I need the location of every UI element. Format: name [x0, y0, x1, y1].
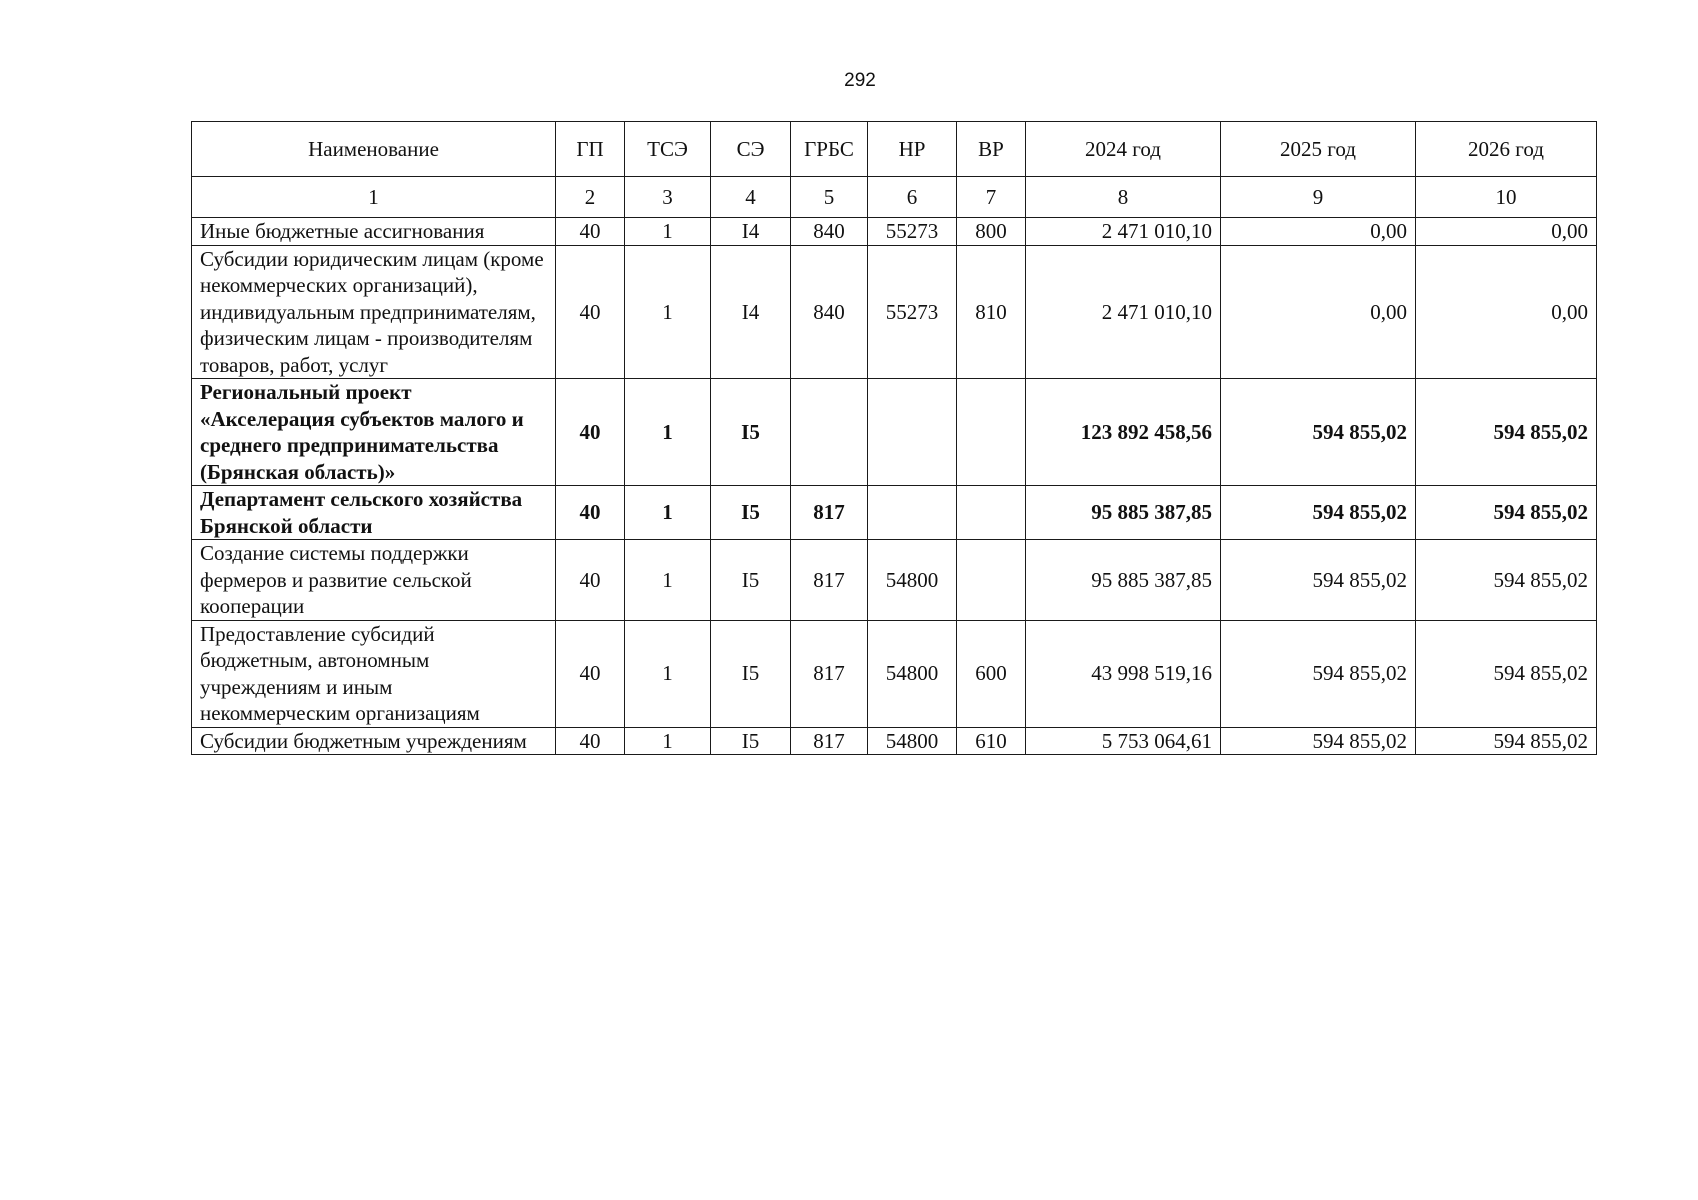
cell-nr: 54800: [868, 620, 957, 727]
cell-2025: 594 855,02: [1221, 379, 1416, 486]
cell-gp: 40: [556, 218, 625, 246]
table-row: [192, 620, 1597, 727]
header-vr: ВР: [957, 122, 1026, 177]
cell-se: I4: [711, 245, 791, 379]
column-number: 8: [1026, 177, 1221, 218]
cell-grbs: 840: [791, 218, 868, 246]
cell-tse: 1: [625, 540, 711, 621]
column-number: 2: [556, 177, 625, 218]
column-number: 7: [957, 177, 1026, 218]
cell-2025: 594 855,02: [1221, 540, 1416, 621]
column-number: 9: [1221, 177, 1416, 218]
budget-table: [191, 121, 1597, 755]
cell-grbs: [791, 379, 868, 486]
table-row: [192, 727, 1597, 755]
cell-name: Предоставление субсидий бюджетным, автономным учреждениям и иным некоммерческим организациям: [192, 620, 556, 727]
cell-2026: 594 855,02: [1416, 486, 1597, 540]
table-body: [192, 218, 1597, 755]
cell-tse: 1: [625, 218, 711, 246]
cell-grbs: 840: [791, 245, 868, 379]
cell-nr: 54800: [868, 727, 957, 755]
cell-vr: 810: [957, 245, 1026, 379]
cell-2025: 0,00: [1221, 218, 1416, 246]
cell-name: Региональный проект «Акселерация субъектов малого и среднего предпринимательства (Брянская область)»: [192, 379, 556, 486]
table-row: [192, 218, 1597, 246]
header-name: Наименование: [192, 122, 556, 177]
cell-2024: 123 892 458,56: [1026, 379, 1221, 486]
column-number: 3: [625, 177, 711, 218]
column-number: 1: [192, 177, 556, 218]
cell-vr: [957, 379, 1026, 486]
cell-2026: 0,00: [1416, 245, 1597, 379]
header-grbs: ГРБС: [791, 122, 868, 177]
cell-nr: 54800: [868, 540, 957, 621]
cell-2024: 43 998 519,16: [1026, 620, 1221, 727]
cell-grbs: 817: [791, 727, 868, 755]
cell-2025: 0,00: [1221, 245, 1416, 379]
cell-nr: 55273: [868, 245, 957, 379]
header-row: [192, 122, 1597, 177]
cell-2026: 594 855,02: [1416, 620, 1597, 727]
page-number: 292: [844, 70, 876, 91]
cell-2024: 5 753 064,61: [1026, 727, 1221, 755]
cell-gp: 40: [556, 379, 625, 486]
cell-vr: 600: [957, 620, 1026, 727]
cell-se: I5: [711, 486, 791, 540]
cell-se: I5: [711, 540, 791, 621]
cell-nr: [868, 379, 957, 486]
table-row: [192, 486, 1597, 540]
header-tse: ТСЭ: [625, 122, 711, 177]
column-number-row: [192, 177, 1597, 218]
cell-2026: 594 855,02: [1416, 727, 1597, 755]
header-nr: НР: [868, 122, 957, 177]
cell-2025: 594 855,02: [1221, 486, 1416, 540]
column-number: 6: [868, 177, 957, 218]
cell-grbs: 817: [791, 540, 868, 621]
cell-2026: 0,00: [1416, 218, 1597, 246]
cell-2024: 95 885 387,85: [1026, 486, 1221, 540]
cell-vr: [957, 486, 1026, 540]
cell-tse: 1: [625, 620, 711, 727]
cell-gp: 40: [556, 727, 625, 755]
cell-nr: 55273: [868, 218, 957, 246]
cell-2024: 2 471 010,10: [1026, 218, 1221, 246]
cell-gp: 40: [556, 620, 625, 727]
column-number: 4: [711, 177, 791, 218]
cell-grbs: 817: [791, 620, 868, 727]
cell-tse: 1: [625, 727, 711, 755]
cell-grbs: 817: [791, 486, 868, 540]
cell-2026: 594 855,02: [1416, 540, 1597, 621]
cell-gp: 40: [556, 486, 625, 540]
table-row: [192, 379, 1597, 486]
cell-2025: 594 855,02: [1221, 620, 1416, 727]
cell-name: Субсидии юридическим лицам (кроме некоммерческих организаций), индивидуальным предпринимателям, физическим лицам - производителям товаров, работ, услуг: [192, 245, 556, 379]
cell-tse: 1: [625, 245, 711, 379]
table-row: [192, 540, 1597, 621]
cell-vr: 610: [957, 727, 1026, 755]
header-gp: ГП: [556, 122, 625, 177]
cell-tse: 1: [625, 379, 711, 486]
header-2025: 2025 год: [1221, 122, 1416, 177]
cell-2026: 594 855,02: [1416, 379, 1597, 486]
column-number: 5: [791, 177, 868, 218]
cell-2024: 95 885 387,85: [1026, 540, 1221, 621]
column-number: 10: [1416, 177, 1597, 218]
cell-vr: 800: [957, 218, 1026, 246]
cell-se: I4: [711, 218, 791, 246]
cell-name: Департамент сельского хозяйства Брянской области: [192, 486, 556, 540]
cell-se: I5: [711, 379, 791, 486]
cell-gp: 40: [556, 540, 625, 621]
header-se: СЭ: [711, 122, 791, 177]
table-row: [192, 245, 1597, 379]
cell-gp: 40: [556, 245, 625, 379]
cell-name: Субсидии бюджетным учреждениям: [192, 727, 556, 755]
cell-vr: [957, 540, 1026, 621]
cell-2025: 594 855,02: [1221, 727, 1416, 755]
cell-nr: [868, 486, 957, 540]
cell-tse: 1: [625, 486, 711, 540]
cell-se: I5: [711, 727, 791, 755]
header-2026: 2026 год: [1416, 122, 1597, 177]
header-2024: 2024 год: [1026, 122, 1221, 177]
cell-2024: 2 471 010,10: [1026, 245, 1221, 379]
cell-se: I5: [711, 620, 791, 727]
cell-name: Создание системы поддержки фермеров и развитие сельской кооперации: [192, 540, 556, 621]
cell-name: Иные бюджетные ассигнования: [192, 218, 556, 246]
